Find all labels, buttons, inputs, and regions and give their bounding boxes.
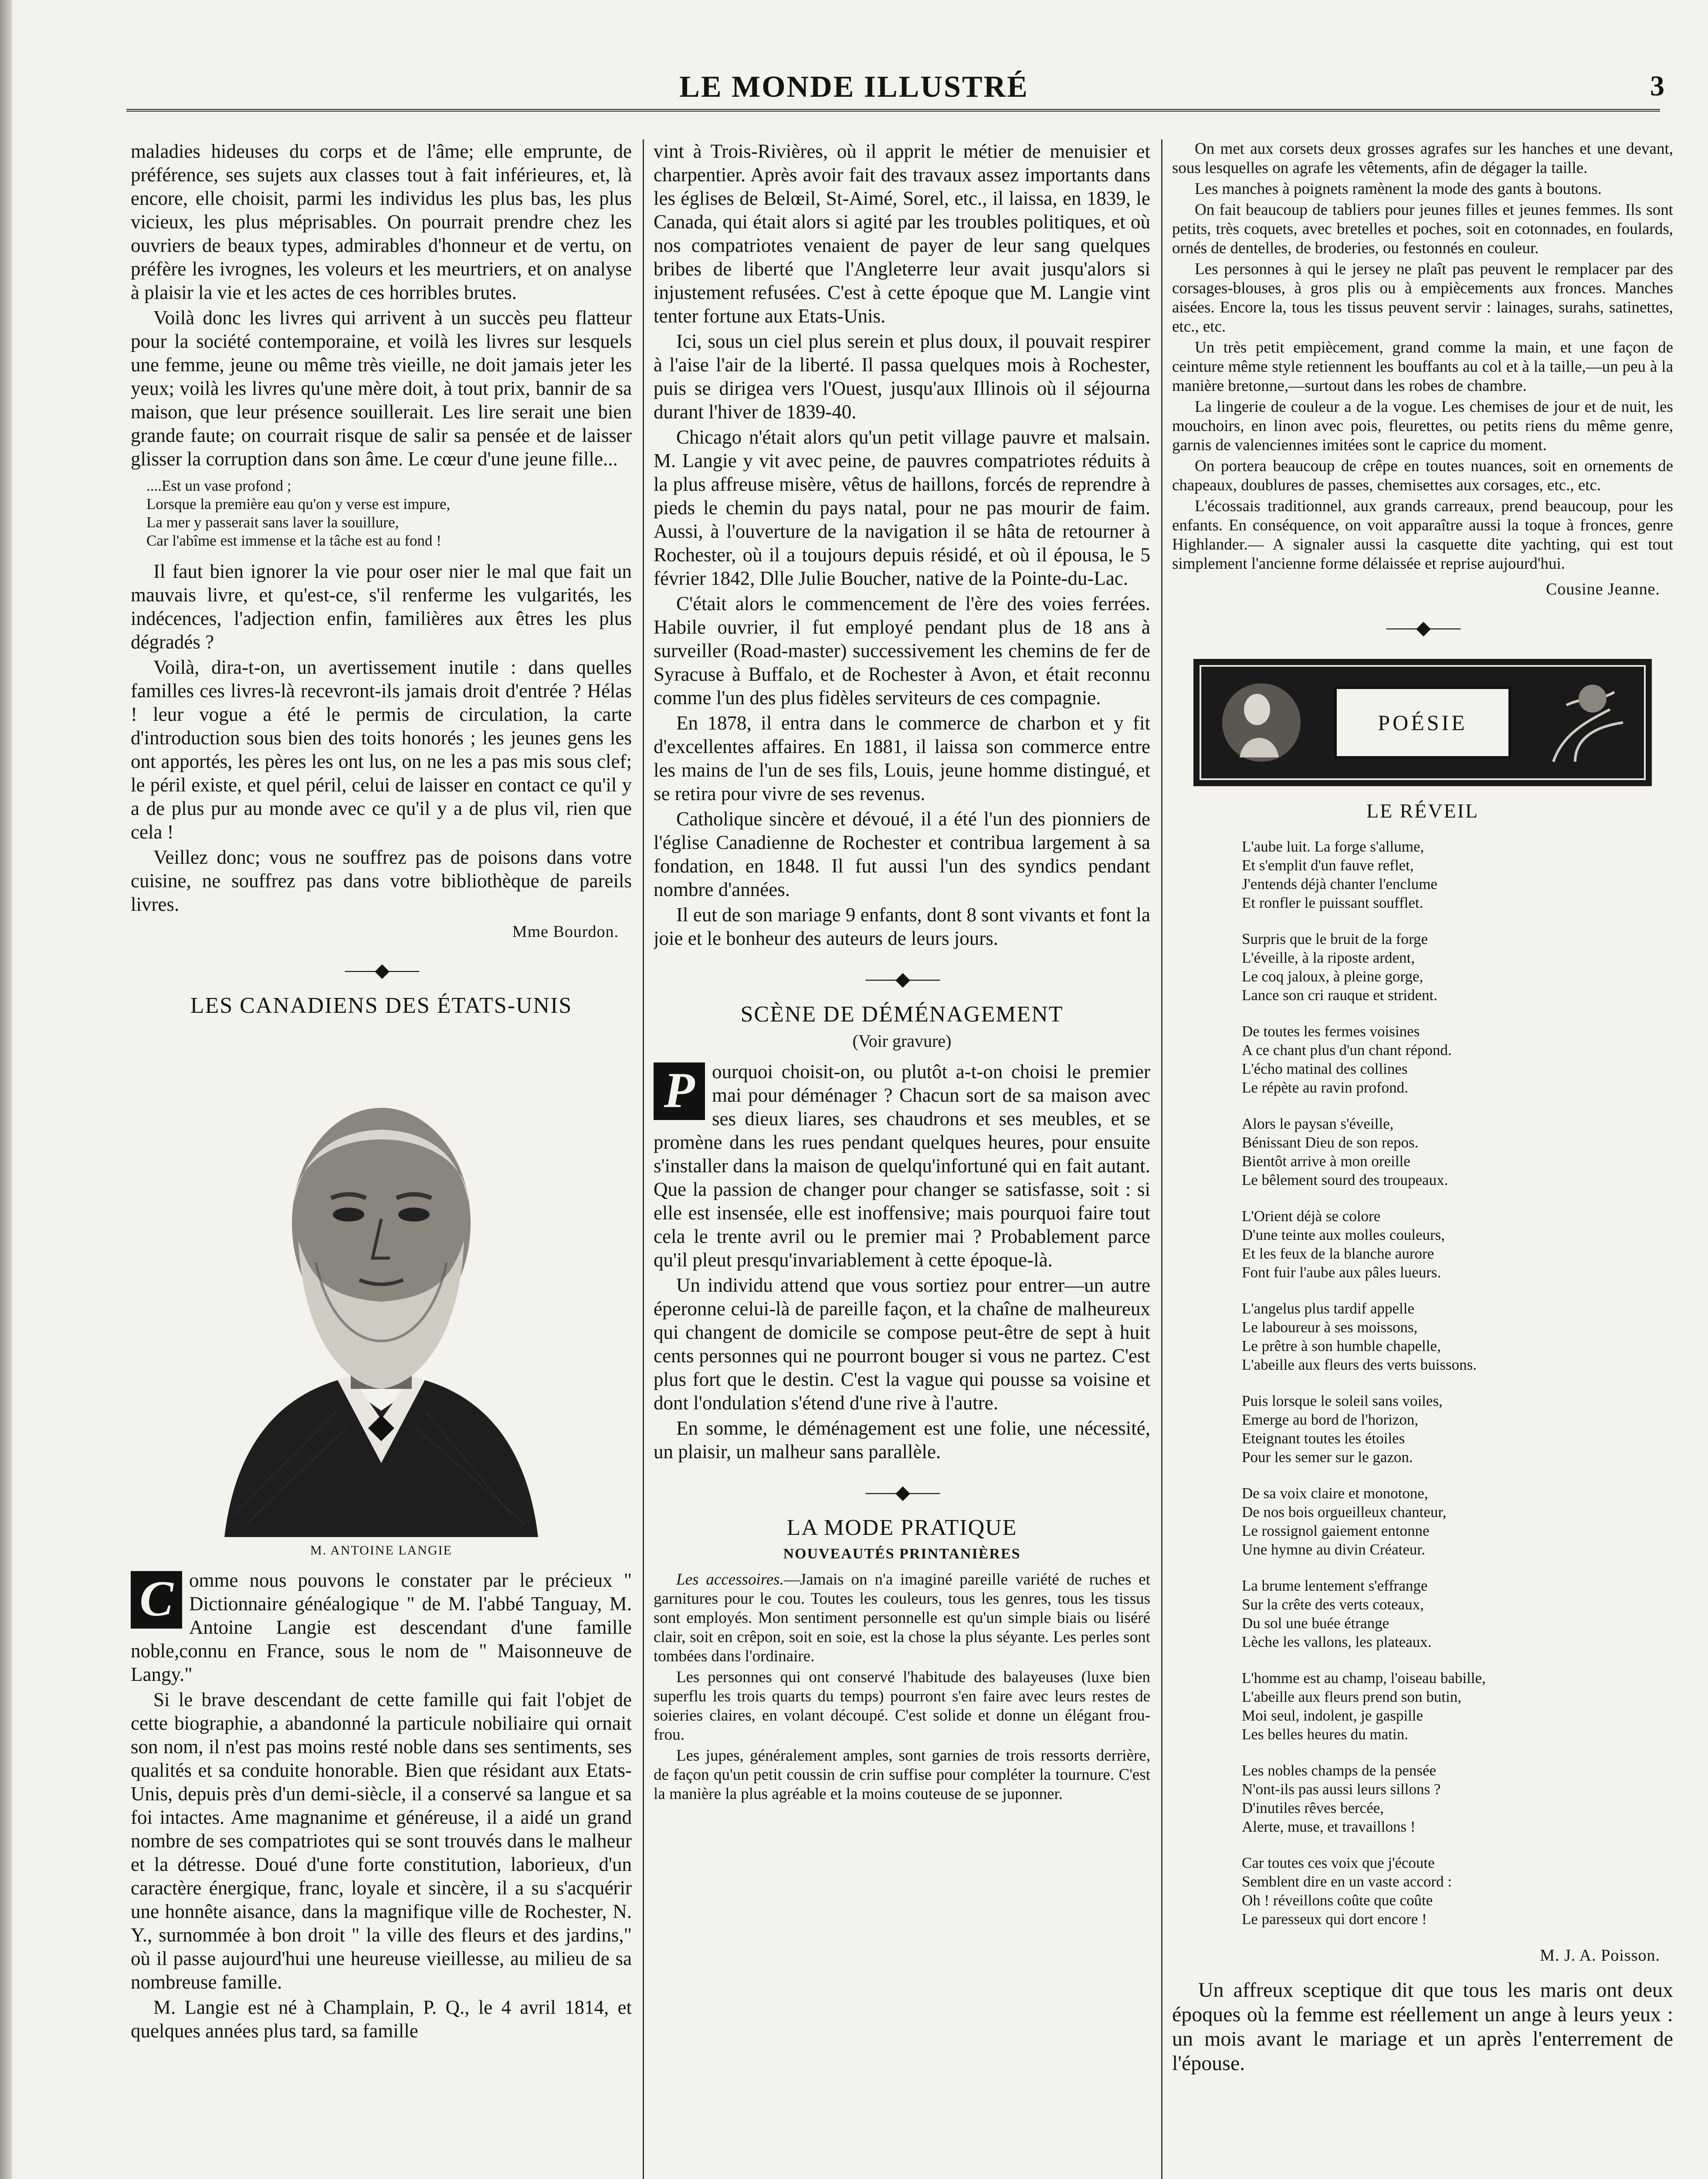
banner-label: POÉSIE <box>1378 710 1467 735</box>
poem-line: Lance son cri rauque et strident. <box>1242 987 1437 1004</box>
poem-line: De nos bois orgueilleux chanteur, <box>1242 1504 1447 1521</box>
article-paragraph: Les personnes qui ont conservé l'habitude des balayeuses (luxe bien superflu les trois quarts du temps) pourront s'en faire avec leurs restes de soieries claires, en volant découpé. C'est solide et donne un élégant frou-frou. <box>654 1668 1150 1744</box>
article-paragraph: Il faut bien ignorer la vie pour oser nier le mal que fait un mauvais livre, et qu'est-ce, s'il renferme les vulgarités, les indécences, l'adjection enfin, familières aux êtres les plus dégradés ? <box>131 560 632 653</box>
drop-cap: P <box>654 1062 705 1120</box>
poem-line: La brume lentement s'effrange <box>1242 1577 1428 1594</box>
poem-line: L'abeille aux fleurs des verts buissons. <box>1242 1356 1477 1373</box>
paragraph-text: —Jamais on n'a imaginé pareille variété de ruches et garnitures pour le cou. Toutes les couleurs, tous les genres, tous les tissus sont employés. Mon sentiment personnelle est qu'un simple biais ou liséré clair, soit en crêpon, soit en soie, est la chose la plus séyante. Les perles sont tombées dans l'ordinaire. <box>654 1571 1150 1665</box>
article-paragraph: On portera beaucoup de crêpe en toutes nuances, soit en ornements de chapeaux, doublures de passes, chemisettes aux corsages, etc., etc. <box>1172 457 1673 494</box>
article-paragraph: Veillez donc; vous ne souffrez pas de poisons dans votre cuisine, ne souffrez pas dans votre bibliothèque de pareils livres. <box>131 846 632 915</box>
poem-stanza <box>1242 930 1673 1005</box>
poem-line: Le prêtre à son humble chapelle, <box>1242 1337 1441 1354</box>
poem-stanza <box>1242 1392 1673 1466</box>
poem-line: Surpris que le bruit de la forge <box>1242 930 1428 947</box>
poem-stanza <box>1242 837 1673 912</box>
section-kicker: NOUVEAUTÉS PRINTANIÈRES <box>783 1546 1021 1562</box>
article-paragraph: Un très petit empiècement, grand comme la main, et une façon de ceinture même style retiennent les bouffants au col et à la taille,—un peu à la manière bretonne,—surtout dans les robes de chambre. <box>1172 339 1673 395</box>
closing-anecdote: Un affreux sceptique dit que tous les maris ont deux époques où la femme est réellement un ange à leurs yeux : un mois avant le mariage et un après l'enterrement de l'épouse. <box>1172 1979 1673 2075</box>
poem-line: L'aube luit. La forge s'allume, <box>1242 838 1424 855</box>
poem-line: Puis lorsque le soleil sans voiles, <box>1242 1392 1443 1409</box>
article-paragraph: La lingerie de couleur a de la vogue. Les chemises de jour et de nuit, les mouchoirs, en linon avec pois, fleurettes, ou petits riens du même genre, garnis de valenciennes imitées sont le caprice du moment. <box>1172 398 1673 454</box>
verse-line: La mer y passerait sans laver la souillure, <box>146 514 399 531</box>
poem-body <box>1172 837 1673 1928</box>
poem-line: Car toutes ces voix que j'écoute <box>1242 1854 1435 1871</box>
article-paragraph: Les personnes à qui le jersey ne plaît pas peuvent le remplacer par des corsages-blouses, à gros plis ou à empiècements aux fronces. Manches aisées. Encore la, tous les tissus peuvent servir : lainages, surahs, satinettes, etc., etc. <box>1172 260 1673 336</box>
article-paragraph: omme nous pouvons le constater par le précieux " Dictionnaire généalogique " de M. l'abbé Tanguay, M. Antoine Langie est descendant d'une famille noble,connu en France, sous le nom de " Maisonneuve de Langy." <box>131 1569 632 1685</box>
poem-stanza <box>1242 1022 1673 1097</box>
poem-line: Le bêlement sourd des troupeaux. <box>1242 1171 1448 1188</box>
poem-line: Lèche les vallons, les plateaux. <box>1242 1633 1432 1650</box>
poem-stanza <box>1242 1576 1673 1651</box>
poem-line: J'entends déjà chanter l'enclume <box>1242 876 1437 893</box>
article-paragraph: M. Langie est né à Champlain, P. Q., le 4 avril 1814, et quelques années plus tard, sa famille <box>131 1996 632 2042</box>
poem-line: Et les feux de la blanche aurore <box>1242 1245 1434 1262</box>
poem-line: Et s'emplit d'un fauve reflet, <box>1242 857 1414 874</box>
masthead: LE MONDE ILLUSTRÉ <box>679 70 1029 104</box>
article-paragraph: On met aux corsets deux grosses agrafes sur les hanches et une devant, sous lesquelles on agrafe les vêtements, afin de dégager la taille. <box>1172 140 1673 177</box>
article-paragraph: Les jupes, généralement amples, sont garnies de trois ressorts derrière, de façon qu'un petit coussin de crin suffise pour compléter la tournure. C'est la manière la plus agréable et la moins couteuse de se juponner. <box>654 1747 1150 1803</box>
poem-line: Alerte, muse, et travaillons ! <box>1242 1818 1416 1835</box>
poem-stanza <box>1242 1299 1673 1374</box>
poem-stanza <box>1242 1114 1673 1189</box>
verse-line: ....Est un vase profond ; <box>146 477 291 494</box>
section-title: SCÈNE DE DÉMÉNAGEMENT <box>740 1002 1064 1027</box>
verse-quote <box>146 477 632 550</box>
article-paragraph <box>654 1570 1150 1666</box>
poem-line: D'inutiles rêves bercée, <box>1242 1799 1384 1816</box>
drop-cap: C <box>131 1571 182 1629</box>
column-left <box>131 139 632 2179</box>
ornament-divider: ⸺◆⸺ <box>864 1482 939 1503</box>
article-paragraph: C'était alors le commencement de l'ère des voies ferrées. Habile ouvrier, il fut employé pendant plus de 18 ans à surveiller (Road-master) successivement les chemins de fer de Syracuse à Buffalo, et de Rochester à Avon, et était reconnu comme l'un des plus fidèles serviteurs de ces compagnie. <box>654 593 1150 709</box>
poem-line: Le laboureur à ses moissons, <box>1242 1319 1418 1336</box>
article-paragraph: On fait beaucoup de tabliers pour jeunes filles et jeunes femmes. Ils sont petits, très coquets, avec bretelles et poches, soit en cotonnades, en foulards, ornés de dentelles, de broderies, ou festonnés en couleur. <box>1172 201 1673 257</box>
poem-line: Bientôt arrive à mon oreille <box>1242 1153 1410 1170</box>
poem-line: D'une teinte aux molles couleurs, <box>1242 1226 1445 1243</box>
verse-line: Lorsque la première eau qu'on y verse est impure, <box>146 496 451 513</box>
poem-stanza <box>1242 1484 1673 1559</box>
poetry-banner <box>1192 657 1654 788</box>
ornament-divider: ⸺◆⸺ <box>864 968 939 990</box>
poem-line: L'homme est au champ, l'oiseau babille, <box>1242 1670 1486 1687</box>
poem-line: Eteignant toutes les étoiles <box>1242 1430 1405 1447</box>
poem-line: L'Orient déjà se colore <box>1242 1208 1381 1225</box>
article-paragraph: Si le brave descendant de cette famille qui fait l'objet de cette biographie, a abandonné la particule nobiliaire qui ornait son nom, il n'est pas moins resté noble dans ses sentiments, ses qualités et sa conduite honorable. Bien que résidant aux Etats-Unis, depuis près d'un demi-siècle, il a conservé sa langue et sa foi intactes. Ame magnanime et généreuse, il a aidé un grand nombre de ses compatriotes qui se sont trouvés dans le malheur et la détresse. Doué d'une forte constitution, laborieux, d'un caractère énergique, franc, loyale et sincère, il a su s'acquérir une honnête aisance, dans la magnifique ville de Rochester, N. Y., surnommée à bon droit " la ville des fleurs et des jardins," où il passe aujourd'hui une heureuse vieillesse, au milieu de sa nombreuse famille. <box>131 1689 632 1993</box>
poem-stanza <box>1242 1853 1673 1928</box>
poem-stanza <box>1242 1761 1673 1836</box>
poem-line: Et ronfler le puissant soufflet. <box>1242 894 1423 911</box>
article-paragraph: Catholique sincère et dévoué, il a été l'un des pionniers de l'église Canadienne de Rochester et contribua largement à sa fondation, en 1848. Il fut aussi l'un des syndics pendant nombre d'années. <box>654 808 1150 900</box>
poem-stanza <box>1242 1207 1673 1282</box>
poem-line: L'éveille, à la riposte ardent, <box>1242 949 1415 966</box>
poem-line: Moi seul, indolent, je gaspille <box>1242 1707 1423 1724</box>
poem-line: Alors le paysan s'éveille, <box>1242 1115 1394 1132</box>
lead-phrase: Les accessoires. <box>676 1571 784 1588</box>
poem-line: Emerge au bord de l'horizon, <box>1242 1411 1419 1428</box>
poem-title: LE RÉVEIL <box>1366 800 1479 822</box>
poem-stanza <box>1242 1669 1673 1744</box>
poem-line: Une hymne au divin Créateur. <box>1242 1541 1425 1558</box>
poem-line: Le répète au ravin profond. <box>1242 1079 1408 1096</box>
section-title: LA MODE PRATIQUE <box>786 1515 1017 1540</box>
section-subtitle: (Voir gravure) <box>852 1031 952 1051</box>
article-paragraph: Ici, sous un ciel plus serein et plus doux, il pouvait respirer à l'aise l'air de la liberté. Il passa quelques mois à Rochester, puis se dirigea vers l'Ouest, jusqu'aux Illinois où il séjourna durant l'hiver de 1839-40. <box>654 330 1150 423</box>
poem-line: Pour les semer sur le gazon. <box>1242 1449 1413 1466</box>
poem-line: L'écho matinal des collines <box>1242 1060 1408 1077</box>
column-divider <box>1161 139 1162 2179</box>
column-middle <box>654 139 1150 2179</box>
article-paragraph: Chicago n'était alors qu'un petit village pauvre et malsain. M. Langie y vit avec peine, de pauvres compatriotes réduits à la plus affreuse misère, vêtus de haillons, forcés de reprendre à pieds le chemin du pays natal, pour ne pas mourir de faim. Aussi, à l'ouverture de la navigation il se hâta de retourner à Rochester, où il a toujours depuis résidé, et où il épousa, le 5 février 1842, Dlle Julie Boucher, native de la Pointe-du-Lac. <box>654 426 1150 589</box>
article-paragraph: maladies hideuses du corps et de l'âme; elle emprunte, de préférence, ses sujets aux classes tout à fait inférieures, et, là encore, elle choisit, parmi les individus les plus bas, les plus vicieux, les plus méprisables. On pourrait prendre chez les ouvriers de beaux types, admirables d'honneur et de vertu, on préfère les ivrognes, les voleurs et les meurtriers, et on analyse à plaisir la vie et les actes de ces horribles brutes. <box>131 140 632 303</box>
poem-line: N'ont-ils pas aussi leurs sillons ? <box>1242 1781 1441 1798</box>
poem-line: Bénissant Dieu de son repos. <box>1242 1134 1419 1151</box>
article-paragraph: Un individu attend que vous sortiez pour entrer—un autre éperonne celui-là de pareille façon, et la chaîne de malheureux qui changent de domicile se compose peut-être de sept à huit cents personnes qui ne pourront bouger si vous ne partez. C'est plus fort que le destin. C'est la vague qui pousse sa voisine et dont l'ondulation s'étend d'une rive à l'autre. <box>654 1274 1150 1414</box>
portrait-caption: M. ANTOINE LANGIE <box>310 1543 452 1558</box>
poem-line: Du sol une buée étrange <box>1242 1615 1389 1632</box>
author-signature: Mme Bourdon. <box>512 923 619 941</box>
poem-line: Le coq jaloux, à pleine gorge, <box>1242 968 1423 985</box>
ornament-divider: ⸺◆⸺ <box>344 960 419 981</box>
page-number: 3 <box>1650 70 1664 102</box>
column-divider <box>643 139 644 2179</box>
poem-line: Les belles heures du matin. <box>1242 1726 1408 1743</box>
article-paragraph: ourquoi choisit-on, ou plutôt a-t-on choisi le premier mai pour déménager ? Chacun sort de sa maison avec ses dieux liares, ses chaudrons et ses meubles, et se promène dans les rues pendant quelques heures, pour ensuite s'installer dans la maison de quelqu'infortuné qui en fait autant. Que la passion de changer pour changer se satisfasse, soit : si elle est insensée, elle est inoffensive; mais pourquoi faire tout cela le trente avril ou le premier mai ? Probablement parce qu'il pleut presqu'invariablement à cette époque-là. <box>654 1061 1150 1271</box>
poem-line: Les nobles champs de la pensée <box>1242 1762 1437 1779</box>
poem-line: Le rossignol gaiement entonne <box>1242 1522 1430 1539</box>
poem-line: Le paresseux qui dort encore ! <box>1242 1911 1427 1928</box>
poem-signature: M. J. A. Poisson. <box>1540 1946 1660 1965</box>
page-edge-shadow <box>0 0 12 2179</box>
verse-line: Car l'abîme est immense et la tâche est au fond ! <box>146 532 441 549</box>
column-right <box>1172 139 1673 2179</box>
poem-line: De sa voix claire et monotone, <box>1242 1485 1428 1502</box>
article-paragraph: vint à Trois-Rivières, où il apprit le métier de menuisier et charpentier. Après avoir fait des travaux assez importants dans les églises de Belœil, St-Aimé, Sorel, etc., il laissa, en 1839, le Canada, qui était alors si agité par les troubles politiques, et où nos compatriotes venaient de payer de leur sang quelques bribes de liberté que l'Angleterre leur avait jusqu'alors si injustement refusées. C'est à cette époque que M. Langie vint tenter fortune aux Etats-Unis. <box>654 140 1150 327</box>
article-paragraph: Voilà, dira-t-on, un avertissement inutile : dans quelles familles ces livres-là recevront-ils jamais droit d'entrée ? Hélas ! leur vogue a été le permis de circulation, la carte d'introduction sous bien des toits honorés ; les jeunes gens les ont apportés, les pères les ont lus, on ne les a pas mis sous clef; le péril existe, et quel péril, celui de laisser en contact ce qu'il y a de plus pur au monde avec ce qu'il y a de plus vil, rien que cela ! <box>131 656 632 843</box>
article-paragraph: Il eut de son mariage 9 enfants, dont 8 sont vivants et font la joie et le bonheur des auteurs de leurs jours. <box>654 904 1150 949</box>
article-paragraph: En somme, le déménagement est une folie, une nécessité, un plaisir, un malheur sans parallèle. <box>654 1417 1150 1463</box>
portrait-engraving <box>207 1036 556 1537</box>
poem-line: L'abeille aux fleurs prend son butin, <box>1242 1688 1461 1705</box>
header-rule <box>126 109 1660 112</box>
page-header <box>0 65 1708 131</box>
poem-line: L'angelus plus tardif appelle <box>1242 1300 1415 1317</box>
poem-line: Font fuir l'aube aux pâles lueurs. <box>1242 1264 1441 1281</box>
poem-line: De toutes les fermes voisines <box>1242 1023 1420 1040</box>
section-title: LES CANADIENS DES ÉTATS-UNIS <box>190 993 573 1018</box>
poem-line: Sur la crête des verts coteaux, <box>1242 1596 1424 1613</box>
article-paragraph: L'écossais traditionnel, aux grands carreaux, prend beaucoup, pour les enfants. En conséquence, on voit apparaître aussi la toque à fronces, genre Highlander.— A signaler aussi la casquette dite yachting, qui est tout simplement l'ancienne forme délaissée et reprise aujourd'hui. <box>1172 497 1673 573</box>
poem-line: Oh ! réveillons coûte que coûte <box>1242 1892 1433 1909</box>
poem-line: A ce chant plus d'un chant répond. <box>1242 1042 1452 1059</box>
article-paragraph: En 1878, il entra dans le commerce de charbon et y fit d'excellentes affaires. En 1881, il laissa son commerce entre les mains de l'un de ses fils, Louis, jeune homme distingué, et se retira pour vivre de ses revenus. <box>654 712 1150 804</box>
author-signature: Cousine Jeanne. <box>1546 580 1660 598</box>
ornament-divider: ⸺◆⸺ <box>1385 617 1460 638</box>
article-paragraph: Les manches à poignets ramènent la mode des gants à boutons. <box>1195 180 1602 198</box>
article-paragraph: Voilà donc les livres qui arrivent à un succès peu flatteur pour la société contemporaine, et voilà les livres sur lesquels une femme, jeune ou même très vieille, ne doit jamais jeter les yeux; voilà les livres qu'une mère doit, à tout prix, bannir de sa maison, que leur présence souillerait. Les lire serait une bien grande faute; on courrait risque de salir sa pensée et de laisser glisser la corruption dans son âme. Le cœur d'une jeune fille... <box>131 307 632 470</box>
poem-line: Semblent dire en un vaste accord : <box>1242 1873 1452 1890</box>
